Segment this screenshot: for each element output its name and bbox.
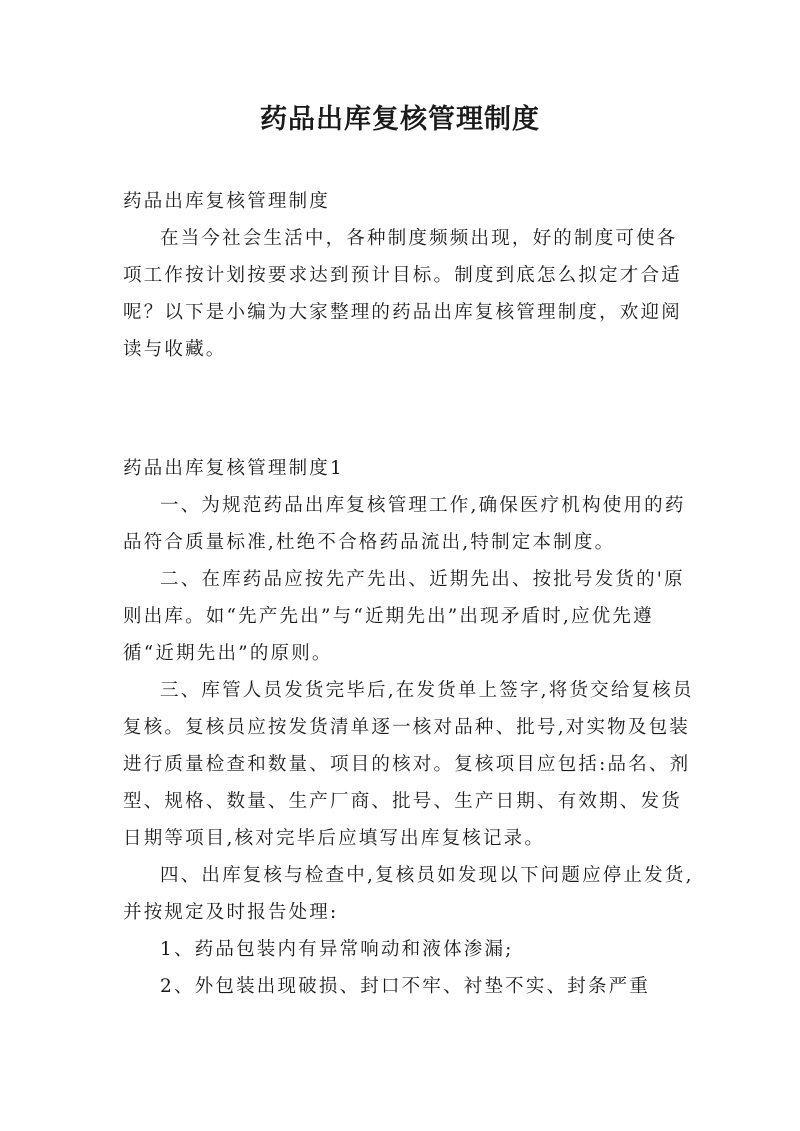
section-1-paragraph-4: 四、出库复核与检查中,复核员如发现以下问题应停止发货,并按规定及时报告处理: [123, 865, 694, 923]
intro-section [123, 183, 698, 368]
section-1-list-item-1: 1、药品包装内有异常响动和液体渗漏; [160, 939, 514, 960]
document-title: 药品出库复核管理制度 [260, 104, 540, 135]
section-1-paragraph-3: 三、库管人员发货完毕后,在发货单上签字,将货交给复核员复核。复核员应按发货清单逐一核对品种、批号,对实物及包装进行质量检查和数量、项目的核对。复核项目应包括:品名、剂型、规格、数量、生产厂商、批号、生产日期、有效期、发货日期等项目,核对完毕后应填写出库复核记录。 [123, 680, 694, 849]
intro-heading: 药品出库复核管理制度 [123, 191, 331, 212]
section-1-list-item-2: 2、外包装出现破损、封口不牢、衬垫不实、封条严重 [160, 976, 651, 997]
section-1-paragraph-1: 一、为规范药品出库复核管理工作,确保医疗机构使用的药品符合质量标准,杜绝不合格药品流出,特制定本制度。 [123, 495, 686, 553]
section-1 [123, 450, 698, 1005]
intro-paragraph: 在当今社会生活中，各种制度频频出现，好的制度可使各项工作按计划按要求达到预计目标。制度到底怎么拟定才合适呢？以下是小编为大家整理的药品出库复核管理制度，欢迎阅读与收藏。 [123, 228, 682, 360]
section-1-paragraph-2: 二、在库药品应按先产先出、近期先出、按批号发货的'原则出库。如“先产先出”与“近期先出”出现矛盾时,应优先遵循“近期先出”的原则。 [123, 569, 685, 664]
section-1-heading: 药品出库复核管理制度1 [123, 458, 344, 479]
